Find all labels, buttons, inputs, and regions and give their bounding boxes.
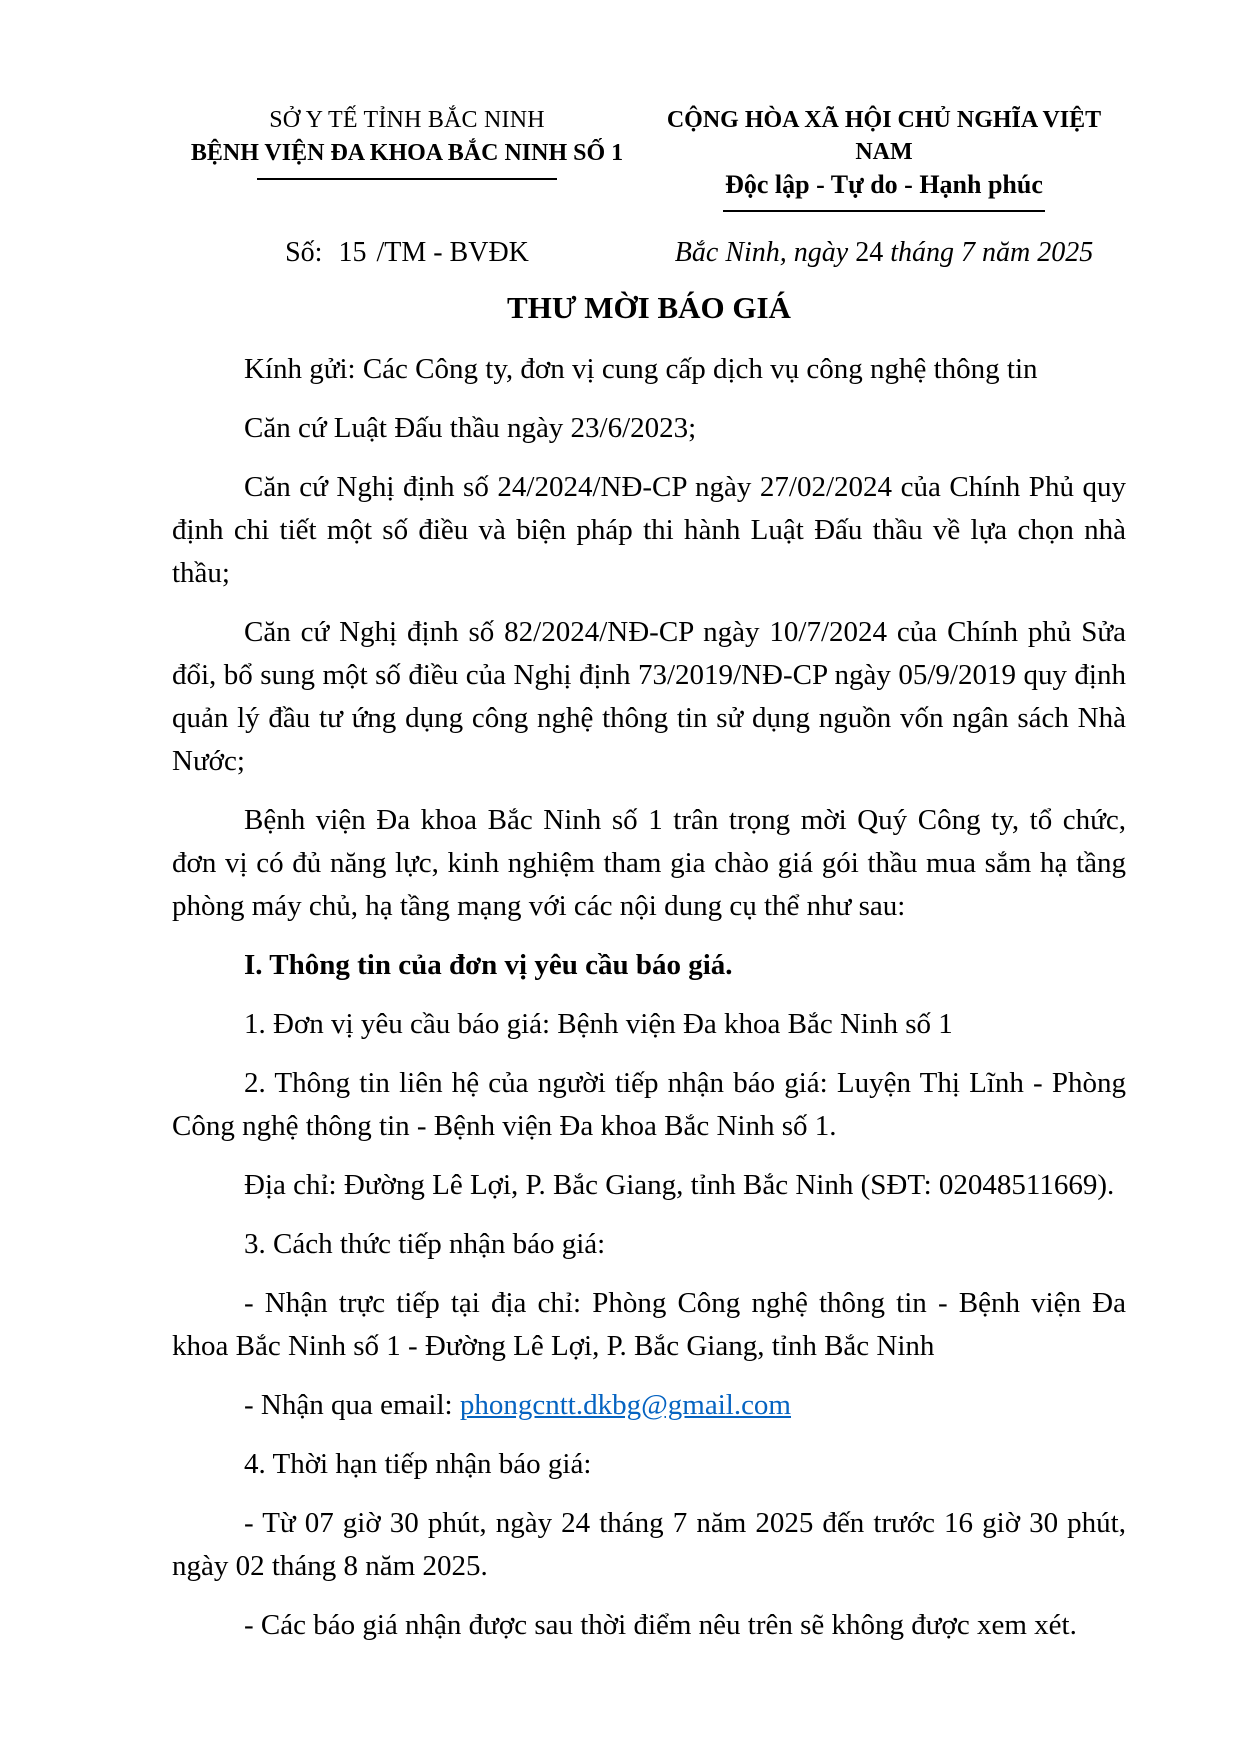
document-body (172, 348, 1126, 1647)
paragraph (172, 1003, 1126, 1046)
paragraph (172, 1062, 1126, 1148)
paragraph-text: - Từ 07 giờ 30 phút, ngày 24 tháng 7 năm 2025 đến trước 16 giờ 30 phút, ngày 02 tháng 8 năm 2025. (172, 1507, 1126, 1582)
date-block (642, 236, 1126, 270)
paragraph-text: 3. Cách thức tiếp nhận báo giá: (244, 1228, 606, 1260)
org-underline (257, 178, 557, 180)
doc-number-block (172, 236, 642, 270)
paragraph-text: - Nhận trực tiếp tại địa chỉ: Phòng Công nghệ thông tin - Bệnh viện Đa khoa Bắc Ninh số 1 - Đường Lê Lợi, P. Bắc Giang, tỉnh Bắc Ninh (172, 1287, 1126, 1362)
national-motto: Độc lập - Tự do - Hạnh phúc (725, 170, 1043, 199)
paragraph (172, 1164, 1126, 1207)
section-heading (172, 944, 1126, 987)
doc-number-suffix: /TM - BVĐK (376, 237, 529, 268)
national-motto-block (642, 104, 1126, 212)
paragraph-text: I. Thông tin của đơn vị yêu cầu báo giá. (244, 949, 733, 981)
document-header (172, 104, 1126, 212)
org-name: BỆNH VIỆN ĐA KHOA BẮC NINH SỐ 1 (190, 140, 624, 166)
document-meta-row (172, 236, 1126, 270)
paragraph (172, 1282, 1126, 1368)
document-title: THƯ MỜI BÁO GIÁ (507, 290, 791, 325)
org-parent-name: SỞ Y TẾ TỈNH BẮC NINH (269, 107, 545, 133)
date-suffix: tháng 7 năm 2025 (883, 237, 1094, 268)
paragraph-text: Kính gửi: Các Công ty, đơn vị cung cấp dịch vụ công nghệ thông tin (244, 353, 1038, 385)
date-day: 24 (855, 237, 884, 268)
paragraph-text: 1. Đơn vị yêu cầu báo giá: Bệnh viện Đa khoa Bắc Ninh số 1 (244, 1008, 953, 1040)
issuing-org-block (172, 104, 642, 180)
paragraph (172, 466, 1126, 595)
motto-underline (723, 210, 1045, 212)
paragraph-text: Căn cứ Nghị định số 24/2024/NĐ-CP ngày 27/02/2024 của Chính Phủ quy định chi tiết một số điều và biện pháp thi hành Luật Đấu thầu về lựa chọn nhà thầu; (172, 471, 1126, 589)
paragraph (172, 1443, 1126, 1486)
paragraph-text: Căn cứ Nghị định số 82/2024/NĐ-CP ngày 10/7/2024 của Chính phủ Sửa đổi, bổ sung một số điều của Nghị định 73/2019/NĐ-CP ngày 05/9/2019 quy định quản lý đầu tư ứng dụng công nghệ thông tin sử dụng nguồn vốn ngân sách Nhà Nước; (172, 616, 1126, 777)
paragraph (172, 611, 1126, 783)
date-line (675, 237, 1093, 268)
doc-number (285, 237, 529, 268)
paragraph-text: 4. Thời hạn tiếp nhận báo giá: (244, 1448, 592, 1480)
paragraph-text: - Các báo giá nhận được sau thời điểm nêu trên sẽ không được xem xét. (244, 1609, 1077, 1641)
paragraph (172, 1223, 1126, 1266)
email-link[interactable]: phongcntt.dkbg@gmail.com (459, 1389, 791, 1421)
email-paragraph (172, 1384, 1126, 1427)
paragraph-text: Căn cứ Luật Đấu thầu ngày 23/6/2023; (244, 412, 697, 444)
doc-number-label: Số: (285, 237, 323, 268)
date-place-prefix: Bắc Ninh, ngày (674, 237, 856, 268)
paragraph (172, 348, 1126, 391)
national-title: CỘNG HÒA XÃ HỘI CHỦ NGHĨA VIỆT NAM (666, 107, 1102, 165)
paragraph-text: - Nhận qua email: (244, 1389, 460, 1421)
paragraph (172, 1604, 1126, 1647)
doc-number-value: 15 (338, 237, 367, 268)
paragraph-text: Bệnh viện Đa khoa Bắc Ninh số 1 trân trọng mời Quý Công ty, tổ chức, đơn vị có đủ năng lực, kinh nghiệm tham gia chào giá gói thầu mua sắm hạ tầng phòng máy chủ, hạ tầng mạng với các nội dung cụ thể như sau: (172, 804, 1126, 922)
paragraph-text: 2. Thông tin liên hệ của người tiếp nhận báo giá: Luyện Thị Lĩnh - Phòng Công nghệ thông tin - Bệnh viện Đa khoa Bắc Ninh số 1. (172, 1067, 1126, 1142)
paragraph (172, 1502, 1126, 1588)
paragraph (172, 407, 1126, 450)
paragraph (172, 799, 1126, 928)
paragraph-text: Địa chỉ: Đường Lê Lợi, P. Bắc Giang, tỉnh Bắc Ninh (SĐT: 02048511669). (244, 1169, 1115, 1201)
